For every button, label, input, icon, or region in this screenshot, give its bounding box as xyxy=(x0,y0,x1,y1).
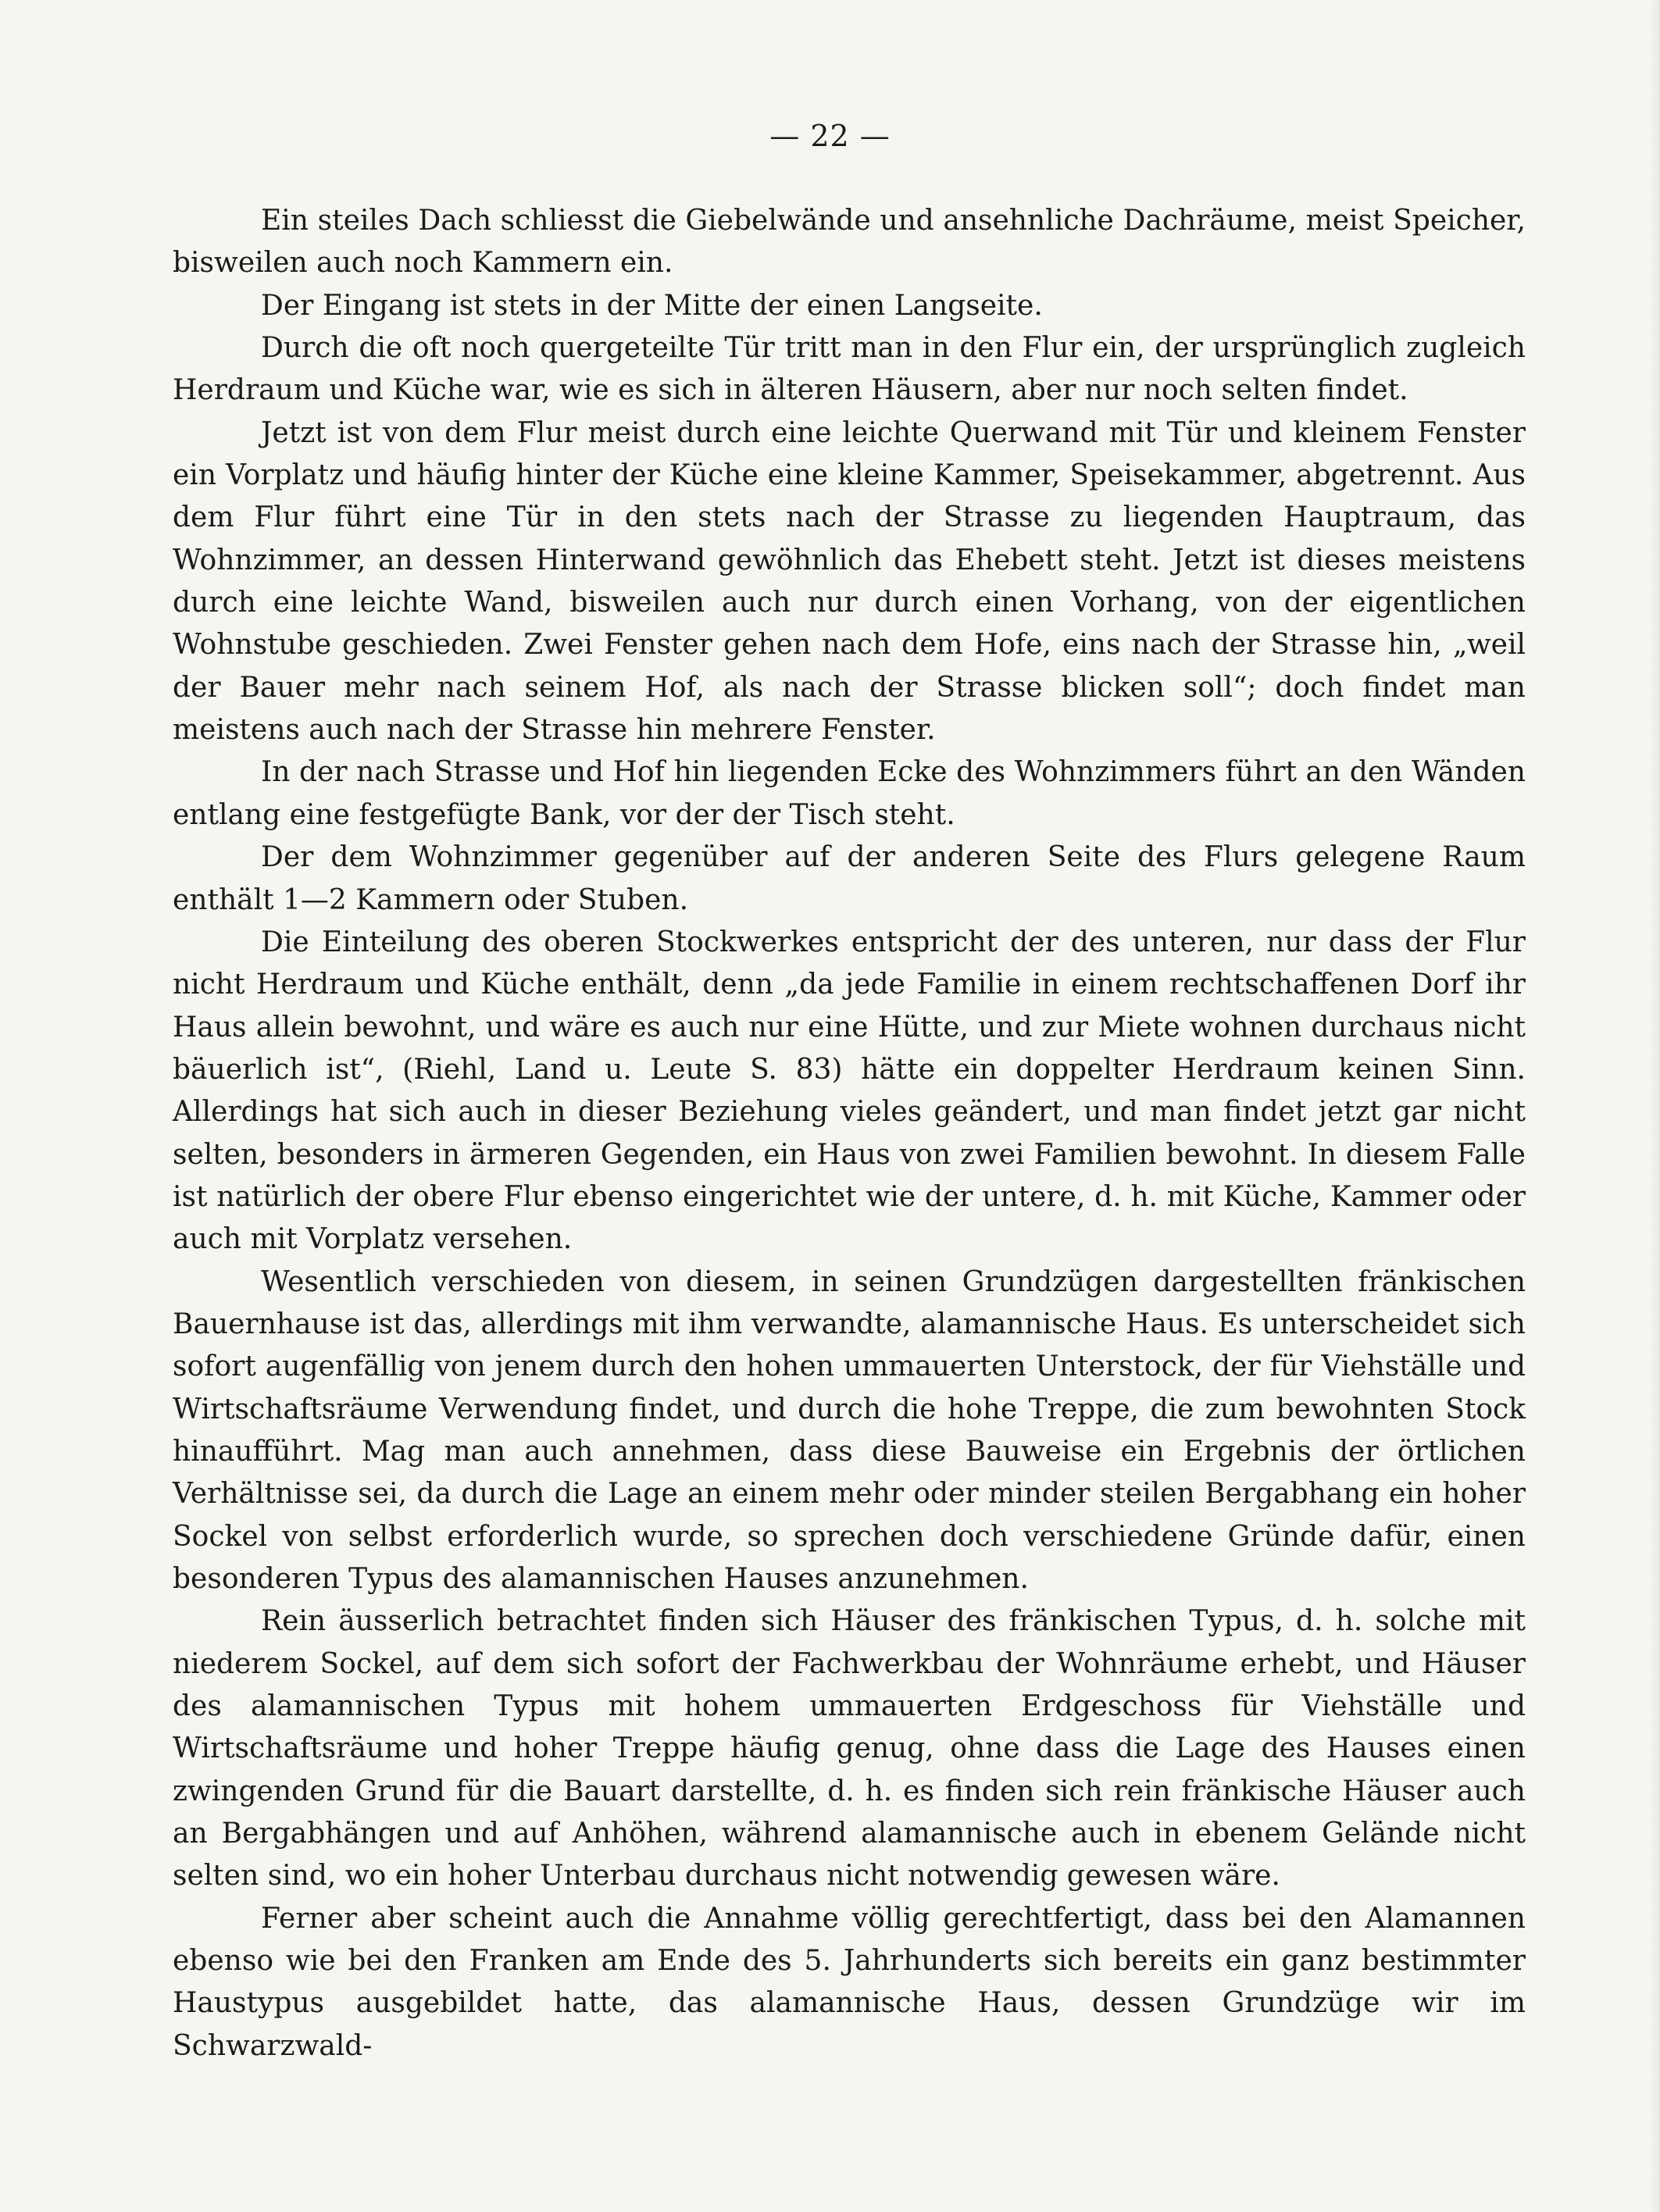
paragraph-alamannic-house: Wesentlich verschieden von diesem, in seinen Grundzügen dargestellten fränkischen Bauernhause ist das, allerdings mit ihm verwandte, alamannische Haus. Es unterscheidet sich sofort augenfällig von jenem durch den hohen ummauerten Unterstock, der für Viehställe und Wirtschaftsräume Verwendung findet, und durch die hohe Treppe, die zum bewohnten Stock hinaufführt. Mag man auch annehmen, dass diese Bauweise ein Ergebnis der örtlichen Verhältnisse sei, da durch die Lage an einem mehr oder minder steilen Bergabhang ein hoher Sockel von selbst erforderlich wurde, so sprechen doch verschiedene Gründe dafür, einen besonderen Typus des alamannischen Hauses anzunehmen. xyxy=(173,1265,1526,1595)
page-edge-shadow xyxy=(1649,0,1660,2212)
paragraph-opposite-room: Der dem Wohnzimmer gegenüber auf der anderen Seite des Flurs gelegene Raum enthält 1—2 Kammern oder Stuben. xyxy=(173,841,1526,916)
paragraph-door-hall: Durch die oft noch quergeteilte Tür tritt man in den Flur ein, der ursprünglich zugleich Herdraum und Küche war, wie es sich in älteren Häusern, aber nur noch selten findet. xyxy=(173,332,1526,407)
paragraph-house-types: Rein äusserlich betrachtet finden sich Häuser des fränkischen Typus, d. h. solche mit niederem Sockel, auf dem sich sofort der Fachwerkbau der Wohnräume erhebt, und Häuser des alamannischen Typus mit hohem ummauerten Erdgeschoss für Viehställe und Wirtschaftsräume und hoher Treppe häufig genug, ohne dass die Lage des Hauses einen zwingenden Grund für die Bauart darstellte, d. h. es finden sich rein fränkische Häuser auch an Bergabhängen und auf Anhöhen, während alamannische auch in ebenem Gelände nicht selten sind, wo ein hoher Unterbau durchaus nicht notwendig gewesen wäre. xyxy=(173,1605,1526,1893)
paragraph-vestibule-living-room: Jetzt ist von dem Flur meist durch eine leichte Querwand mit Tür und kleinem Fenster ein Vorplatz und häufig hinter der Küche eine kleine Kammer, Speisekammer, abgetrennt. Aus dem Flur führt eine Tür in den stets nach der Strasse zu liegenden Hauptraum, das Wohnzimmer, an dessen Hinterwand gewöhnlich das Ehebett steht. Jetzt ist dieses meistens durch eine leichte Wand, bisweilen auch nur durch einen Vorhang, von der eigentlichen Wohnstube geschieden. Zwei Fenster gehen nach dem Hofe, eins nach der Strasse hin, „weil der Bauer mehr nach seinem Hof, als nach der Strasse blicken soll“; doch findet man meistens auch nach der Strasse hin mehrere Fenster. xyxy=(173,416,1526,747)
paragraph-corner-bench: In der nach Strasse und Hof hin liegenden Ecke des Wohnzimmers führt an den Wänden entlang eine festgefügte Bank, vor der der Tisch steht. xyxy=(173,756,1526,831)
paragraph-upper-floor: Die Einteilung des oberen Stockwerkes entspricht der des unteren, nur dass der Flur nicht Herdraum und Küche enthält, denn „da jede Familie in einem rechtschaffenen Dorf ihr Haus allein bewohnt, und wäre es auch nur eine Hütte, und zur Miete wohnen durchaus nicht bäuerlich ist“, (Riehl, Land u. Leute S. 83) hätte ein doppelter Herdraum keinen Sinn. Allerdings hat sich auch in dieser Beziehung vieles geändert, und man findet jetzt gar nicht selten, besonders in ärmeren Gegenden, ein Haus von zwei Familien bewohnt. In diesem Falle ist natürlich der obere Flur ebenso eingerichtet wie der untere, d. h. mit Küche, Kammer oder auch mit Vorplatz versehen. xyxy=(173,926,1526,1256)
paragraph-alamanni-franks: Ferner aber scheint auch die Annahme völlig gerechtfertigt, dass bei den Alamannen ebenso wie bei den Franken am Ende des 5. Jahrhunderts sich bereits ein ganz bestimmter Haustypus ausgebildet hatte, das alamannische Haus, dessen Grundzüge wir im Schwarzwald- xyxy=(173,1902,1526,2062)
paragraph-entrance: Der Eingang ist stets in der Mitte der einen Langseite. xyxy=(261,289,1043,322)
body-text xyxy=(173,200,1526,2068)
paragraph-roof: Ein steiles Dach schliesst die Giebelwände und ansehnliche Dachräume, meist Speicher, bisweilen auch noch Kammern ein. xyxy=(173,205,1526,280)
page-number: — 22 — xyxy=(769,119,891,153)
